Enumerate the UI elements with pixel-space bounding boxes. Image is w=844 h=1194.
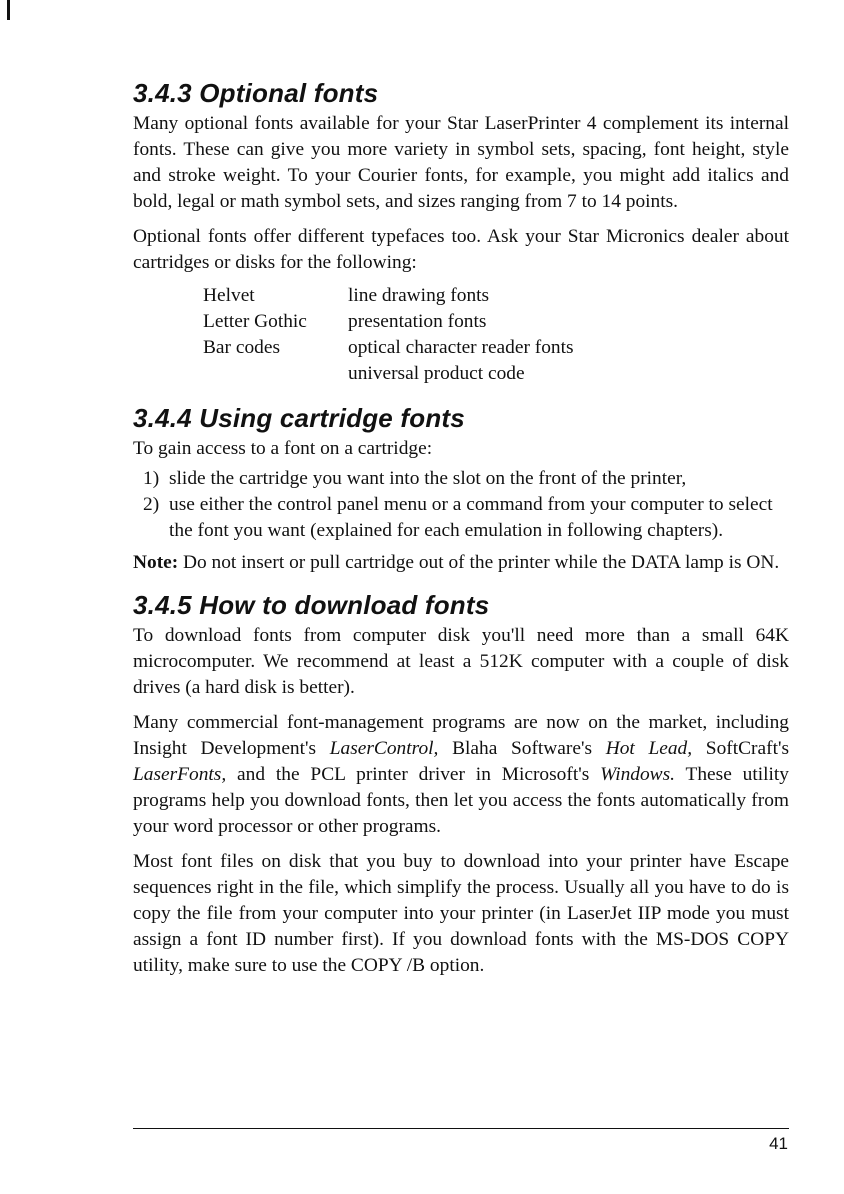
note-label: Note: [133,552,179,573]
text-run: These utility programs help you download fonts, then let you access the fonts automatically from your word processor or other programs. [133,764,789,837]
step-text: slide the cartridge you want into the slot on the front of the printer, [169,468,687,489]
product-name: Windows. [600,764,675,785]
table-row [203,309,574,335]
table-cell: line drawing fonts [348,285,490,306]
table-cell: optical character reader fonts [348,337,574,358]
product-name: Hot Lead, [605,738,693,759]
list-item [143,492,789,544]
step-number: 2) [143,494,160,515]
text-run: SoftCraft's [692,738,789,759]
section-how-to-download-fonts [133,590,789,979]
text-run: Many commercial font-management programs are now on the market, including Insight Development's [133,712,789,759]
table-row [203,283,574,309]
product-name: LaserFonts, [133,764,227,785]
paragraph: To download fonts from computer disk you'll need more than a small 64K microcomputer. We recommend at least a 512K computer with a couple of disk drives (a hard disk is better). [133,625,789,698]
text-run: Blaha Software's [438,738,606,759]
note [133,550,789,576]
page-number: 41 [769,1134,788,1153]
section-using-cartridge-fonts [133,403,789,576]
table-row [203,361,574,387]
table-row [203,335,574,361]
text-run: and the PCL printer driver in Microsoft's [226,764,601,785]
section-heading: 3.4.5 How to download fonts [133,590,490,620]
optional-fonts-table [203,283,574,387]
table-cell: Letter Gothic [203,311,307,332]
paragraph: Optional fonts offer different typefaces too. Ask your Star Micronics dealer about cartridges or disks for the following: [133,226,789,273]
table-cell: presentation fonts [348,311,487,332]
product-name: LaserControl, [329,738,439,759]
paragraph [133,710,789,840]
paragraph: Most font files on disk that you buy to download into your printer have Escape sequences right in the file, which simplify the process. Usually all you have to do is copy the file from your computer into your printer (in LaserJet IIP mode you must assign a font ID number first). If you download fonts with the MS-DOS COPY utility, make sure to use the COPY /B option. [133,851,789,976]
paragraph: To gain access to a font on a cartridge: [133,438,433,459]
paragraph: Many optional fonts available for your Star LaserPrinter 4 complement its internal fonts. These can give you more variety in symbol sets, spacing, font height, style and stroke weight. To your Courier fonts, for example, you might add italics and bold, legal or math symbol sets, and sizes ranging from 7 to 14 points. [133,113,789,212]
scan-edge-mark [7,0,10,20]
note-text: Do not insert or pull cartridge out of the printer while the DATA lamp is ON. [183,552,780,573]
table-cell: universal product code [348,363,525,384]
section-heading: 3.4.3 Optional fonts [133,78,379,108]
step-number: 1) [143,468,160,489]
table-cell: Bar codes [203,337,280,358]
step-text: use either the control panel menu or a command from your computer to select the font you want (explained for each emulation in following chapters). [169,494,773,541]
steps-list [133,466,789,544]
table-cell: Helvet [203,285,255,306]
footer-rule [133,1128,789,1129]
table-cell [203,361,348,387]
document-page [133,78,789,988]
list-item [143,466,789,492]
section-heading: 3.4.4 Using cartridge fonts [133,403,465,433]
section-optional-fonts [133,78,789,387]
